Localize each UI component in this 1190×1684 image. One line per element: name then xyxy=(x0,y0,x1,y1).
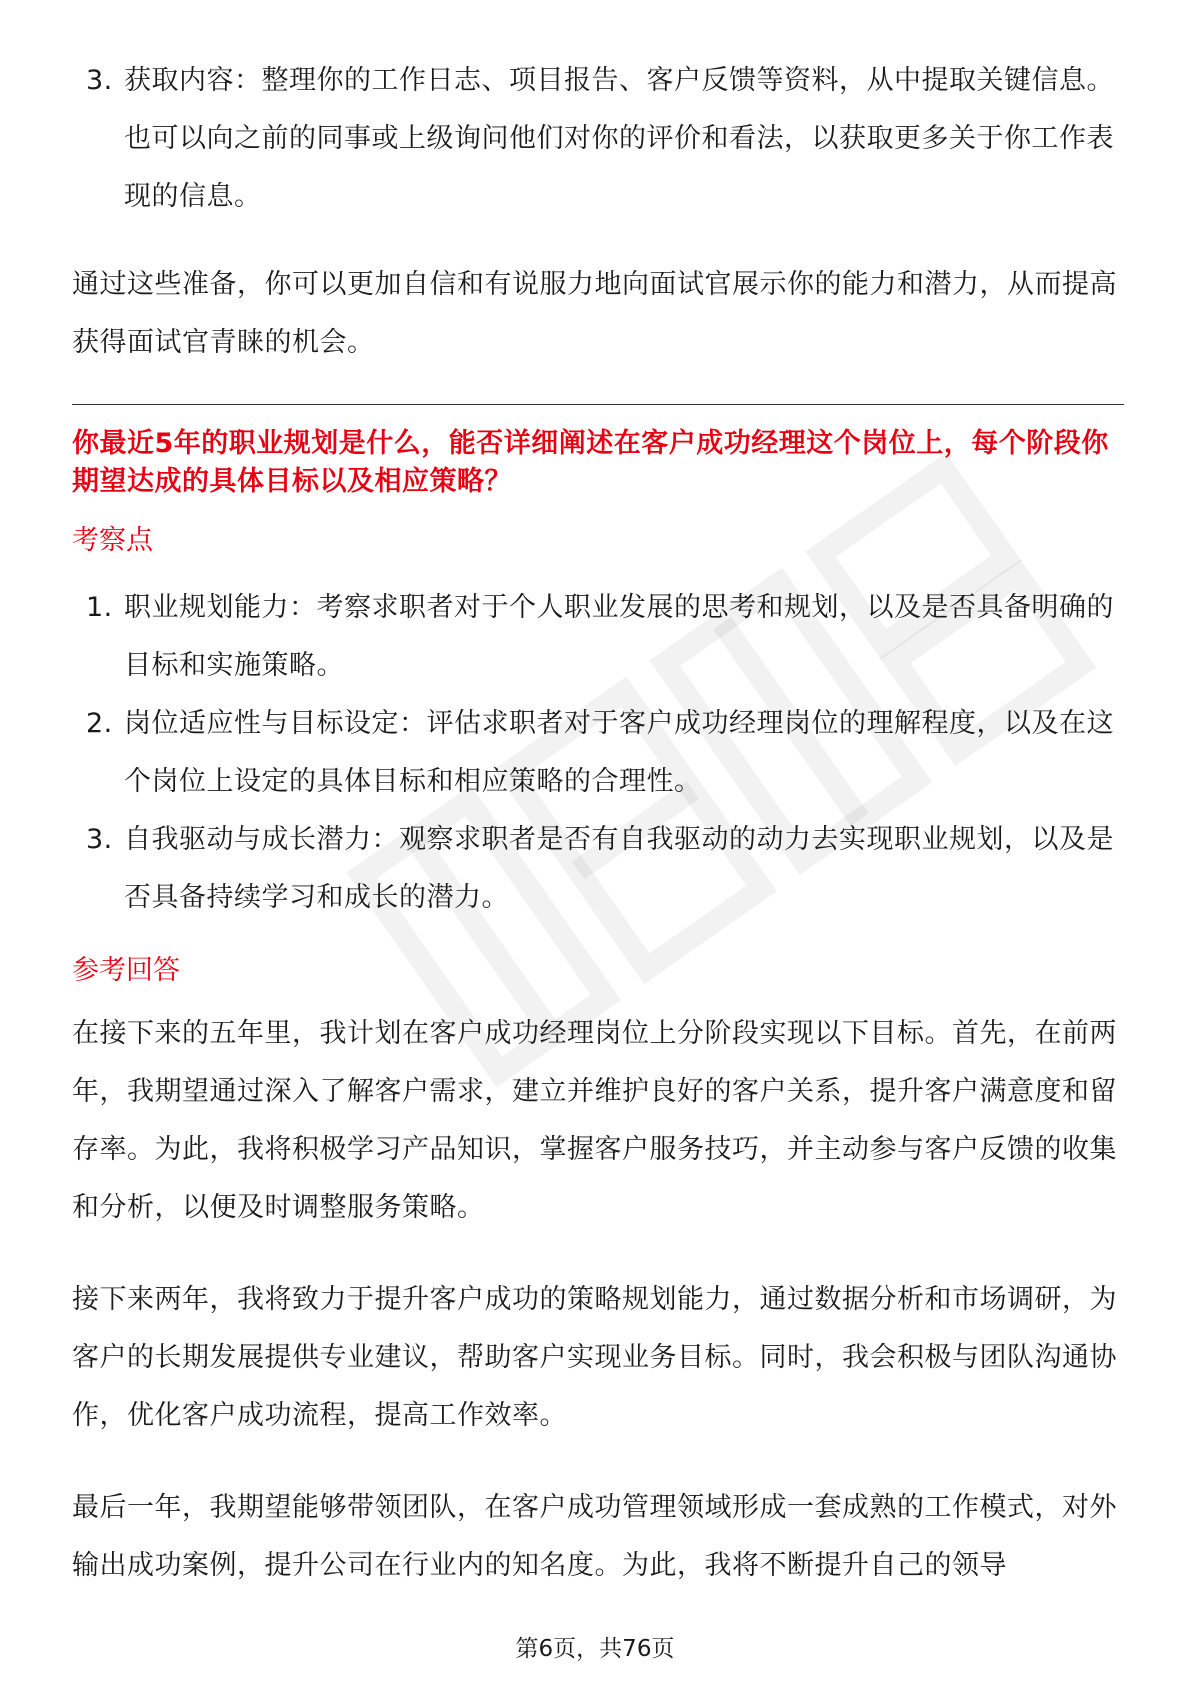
document-content xyxy=(72,52,1124,1595)
checkpoints-heading: 考察点 xyxy=(72,525,153,556)
answer-paragraph: 接下来两年，我将致力于提升客户成功的策略规划能力，通过数据分析和市场调研，为客户的长期发展提供专业建议，帮助客户实现业务目标。同时，我会积极与团队沟通协作，优化客户成功流程，提高工作效率。 xyxy=(72,1284,1117,1431)
list-item xyxy=(72,695,1124,811)
list-item xyxy=(72,52,1124,226)
list-item xyxy=(72,579,1124,695)
list-text: 自我驱动与成长潜力：观察求职者是否有自我驱动的动力去实现职业规划，以及是否具备持续学习和成长的潜力。 xyxy=(124,824,1114,913)
section-divider xyxy=(72,404,1124,405)
answer-heading: 参考回答 xyxy=(72,955,180,986)
list-number: 1. xyxy=(86,592,113,623)
checkpoints-list xyxy=(72,579,1124,927)
list-number: 2. xyxy=(86,708,113,739)
list-text: 获取内容：整理你的工作日志、项目报告、客户反馈等资料，从中提取关键信息。也可以向之前的同事或上级询问他们对你的评价和看法，以获取更多关于你工作表现的信息。 xyxy=(124,65,1114,212)
list-item xyxy=(72,811,1124,927)
question-title: 你最近5年的职业规划是什么，能否详细阐述在客户成功经理这个岗位上，每个阶段你期望达成的具体目标以及相应策略？ xyxy=(72,428,1109,497)
answer-paragraph: 最后一年，我期望能够带领团队，在客户成功管理领域形成一套成熟的工作模式，对外输出成功案例，提升公司在行业内的知名度。为此，我将不断提升自己的领导 xyxy=(72,1492,1117,1581)
list-text: 职业规划能力：考察求职者对于个人职业发展的思考和规划，以及是否具备明确的目标和实施策略。 xyxy=(124,592,1114,681)
list-number: 3. xyxy=(86,824,113,855)
summary-paragraph: 通过这些准备，你可以更加自信和有说服力地向面试官展示你的能力和潜力，从而提高获得面试官青睐的机会。 xyxy=(72,269,1117,358)
list-text: 岗位适应性与目标设定：评估求职者对于客户成功经理岗位的理解程度，以及在这个岗位上设定的具体目标和相应策略的合理性。 xyxy=(124,708,1114,797)
answer-paragraph: 在接下来的五年里，我计划在客户成功经理岗位上分阶段实现以下目标。首先，在前两年，我期望通过深入了解客户需求，建立并维护良好的客户关系，提升客户满意度和留存率。为此，我将积极学习产品知识，掌握客户服务技巧，并主动参与客户反馈的收集和分析，以便及时调整服务策略。 xyxy=(72,1018,1117,1223)
list-number: 3. xyxy=(86,65,113,96)
page-footer: 第6页，共76页 xyxy=(515,1636,675,1662)
preparation-list xyxy=(72,52,1124,226)
